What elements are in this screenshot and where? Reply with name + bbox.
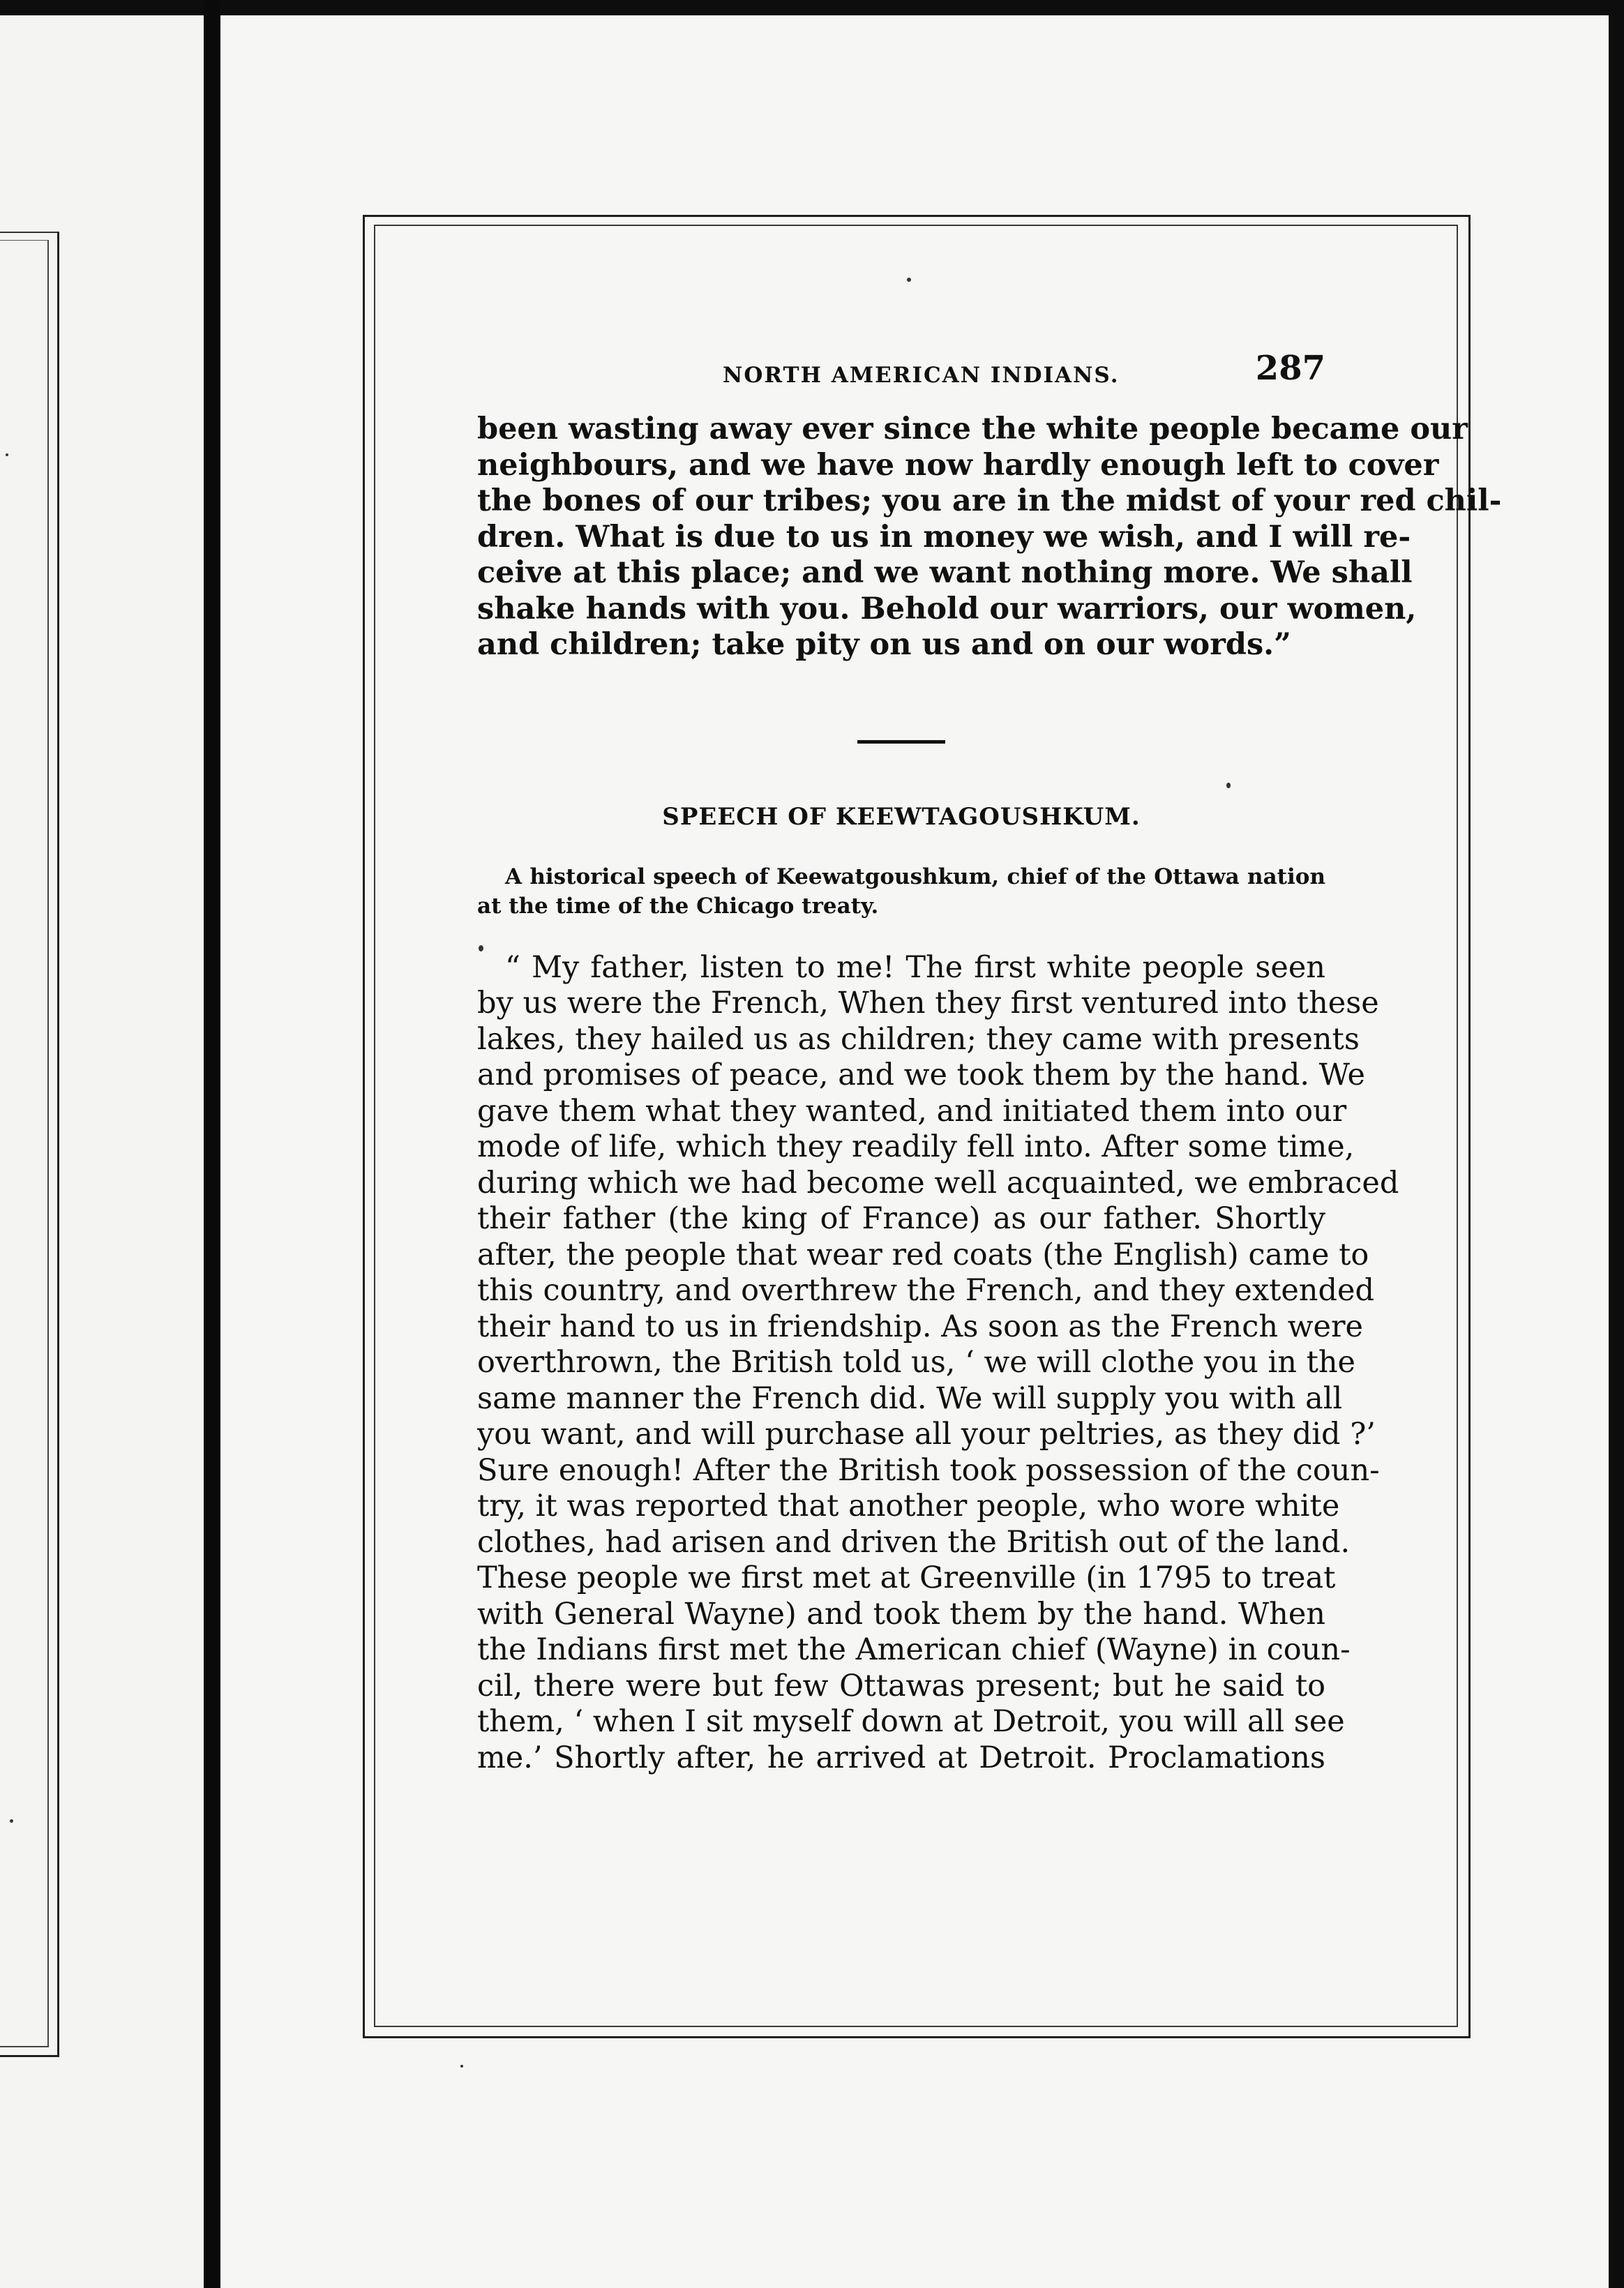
text-line: the Indians first met the American chief (Wayne) in coun- — [477, 1632, 1351, 1667]
scan-speck — [10, 1819, 13, 1823]
scan-top-edge — [0, 0, 1624, 15]
text-line: by us were the French, When they first ventured into these — [477, 986, 1379, 1021]
scan-speck — [907, 278, 911, 282]
text-line: mode of life, which they readily fell into. After some time, — [477, 1129, 1355, 1164]
scan-speck — [6, 453, 8, 456]
page-number: 287 — [1255, 349, 1325, 388]
text-line: their father (the king of France) as our father. Shortly — [477, 1201, 1325, 1236]
text-line: after, the people that wear red coats (the English) came to — [477, 1237, 1369, 1272]
text-line: try, it was reported that another people, who wore white — [477, 1489, 1340, 1523]
text-line: neighbours, and we have now hardly enough left to cover — [477, 447, 1439, 483]
text-line: this country, and overthrew the French, and they extended — [477, 1273, 1374, 1308]
text-line: the bones of our tribes; you are in the midst of your red chil- — [477, 483, 1502, 518]
text-line: Sure enough! After the British took possession of the coun- — [477, 1452, 1380, 1488]
text-line: cil, there were but few Ottawas present; but he said to — [477, 1668, 1325, 1703]
text-line: you want, and will purchase all your peltries, as they did ?’ — [477, 1417, 1376, 1452]
text-line: dren. What is due to us in money we wish, and I will re- — [477, 519, 1411, 555]
text-line: their hand to us in friendship. As soon as the French were — [477, 1309, 1363, 1344]
text-line: during which we had become well acquainted, we embraced — [477, 1165, 1399, 1201]
text-line: shake hands with you. Behold our warriors, our women, — [477, 591, 1417, 626]
running-head — [477, 349, 1325, 412]
text-line: with General Wayne) and took them by the hand. When — [477, 1596, 1325, 1632]
text-line: them, ‘ when I sit myself down at Detroit, you will all see — [477, 1704, 1345, 1739]
section-divider — [857, 740, 945, 744]
running-title: NORTH AMERICAN INDIANS. — [723, 363, 1120, 388]
speech-paragraph — [477, 949, 1399, 1777]
page-text — [477, 349, 1502, 1776]
scan-speck — [460, 2065, 463, 2068]
text-line: and children; take pity on us and on our words.” — [477, 627, 1291, 662]
section-intro — [477, 862, 1325, 921]
previous-page-edge — [0, 15, 204, 2288]
scan-right-edge — [1609, 0, 1624, 2288]
text-line: me.’ Shortly after, he arrived at Detroit. Proclamations — [477, 1740, 1325, 1775]
text-line: These people we first met at Greenville (in 1795 to treat — [477, 1560, 1336, 1595]
previous-page-frame-inner — [0, 240, 49, 2047]
text-line: and promises of peace, and we took them by the hand. We — [477, 1058, 1365, 1092]
text-line: lakes, they hailed us as children; they came with presents — [477, 1021, 1360, 1057]
section-heading: SPEECH OF KEEWTAGOUSHKUM. — [662, 802, 1141, 831]
intro-line: A historical speech of Keewatgoushkum, chief of the Ottawa nation — [505, 864, 1325, 889]
book-gutter — [204, 0, 220, 2288]
text-line: “ My father, listen to me! The first white people seen — [505, 949, 1325, 985]
closing-paragraph — [477, 412, 1502, 663]
text-line: been wasting away ever since the white people became our — [477, 412, 1468, 446]
text-line: clothes, had arisen and driven the British out of the land. — [477, 1524, 1351, 1560]
text-line: ceive at this place; and we want nothing more. We shall — [477, 555, 1413, 590]
intro-line: at the time of the Chicago treaty. — [477, 893, 879, 919]
text-line: same manner the French did. We will supply you with all — [477, 1380, 1343, 1416]
text-line: gave them what they wanted, and initiated them into our — [477, 1093, 1347, 1129]
text-line: overthrown, the British told us, ‘ we will clothe you in the — [477, 1345, 1355, 1380]
